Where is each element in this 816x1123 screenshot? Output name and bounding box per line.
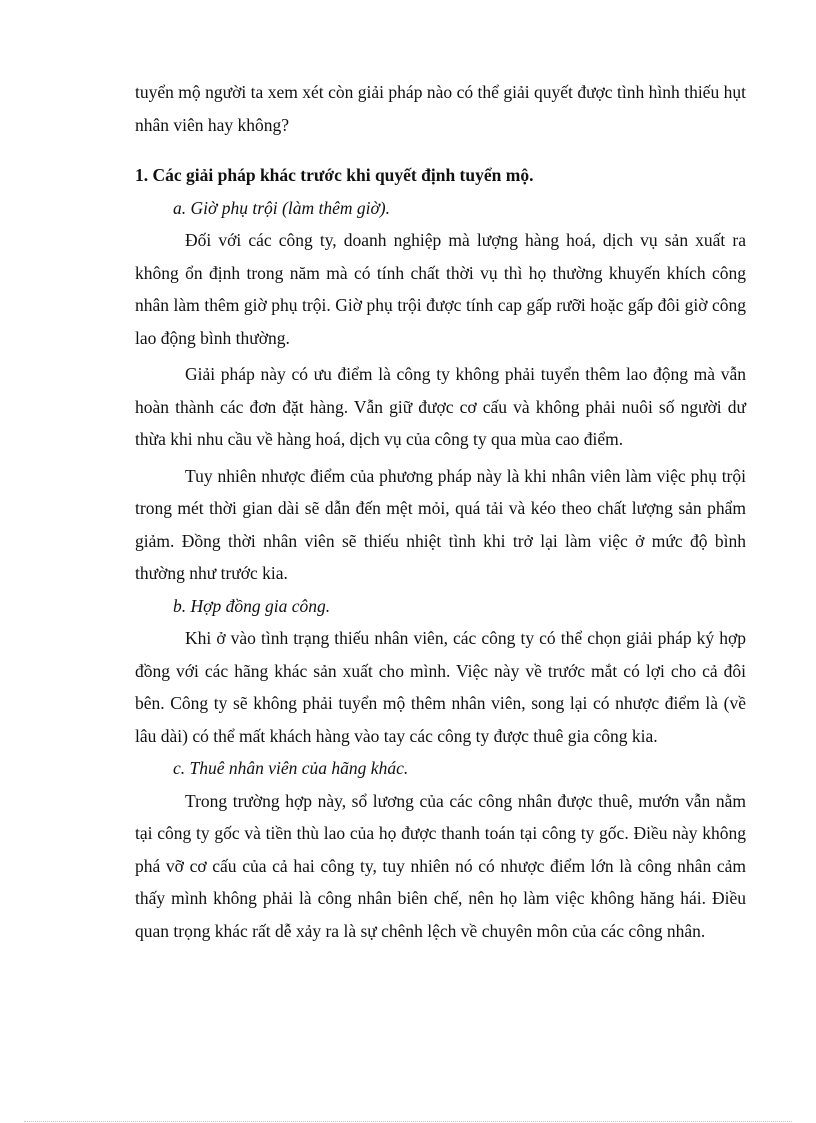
subsection-c-paragraph-1: Trong trường hợp này, sổ lương của các công nhân được thuê, mướn vẫn nằm tại công ty gốc và tiền thù lao của họ được thanh toán tại công ty gốc. Điều này không phá vỡ cơ cấu của cả hai công ty, tuy nhiên nó có nhược điểm lớn là công nhân cảm thấy mình không phải là công nhân biên chế, nên họ làm việc không hăng hái. Điều quan trọng khác rất dễ xảy ra là sự chênh lệch về chuyên môn của các công nhân. <box>135 790 746 941</box>
subsection-b-title: b. Hợp đồng gia công. <box>173 595 331 616</box>
subsection-c-title: c. Thuê nhân viên của hãng khác. <box>173 758 409 778</box>
subsection-a-title: a. Giờ phụ trội (làm thêm giờ). <box>173 197 390 218</box>
page-bottom-rule <box>24 1121 792 1122</box>
document-page <box>135 76 746 947</box>
subsection-b-paragraph-1: Khi ở vào tình trạng thiếu nhân viên, các công ty có thể chọn giải pháp ký hợp đồng với các hãng khác sản xuất cho mình. Việc này về trước mắt có lợi cho cả đôi bên. Công ty sẽ không phải tuyển mộ thêm nhân viên, song lại có nhược điểm là (về lâu dài) có thể mất khách hàng vào tay các công ty được thuê gia công kia. <box>135 628 746 746</box>
subsection-a-paragraph-3: Tuy nhiên nhược điểm của phương pháp này là khi nhân viên làm việc phụ trội trong mét thời gian dài sẽ dẫn đến mệt mỏi, quá tải và kéo theo chất lượng sản phẩm giảm. Đồng thời nhân viên sẽ thiếu nhiệt tình khi trở lại làm việc ở mức độ bình thường như trước kia. <box>135 465 746 583</box>
subsection-a-paragraph-1: Đối với các công ty, doanh nghiệp mà lượng hàng hoá, dịch vụ sản xuất ra không ổn định trong năm mà có tính chất thời vụ thì họ thường khuyến khích công nhân làm thêm giờ phụ trội. Giờ phụ trội được tính cap gấp rưỡi hoặc gấp đôi giờ công lao động bình thường. <box>135 230 746 348</box>
intro-paragraph: tuyển mộ người ta xem xét còn giải pháp nào có thể giải quyết được tình hình thiếu hụt nhân viên hay không? <box>135 82 746 135</box>
section-heading: 1. Các giải pháp khác trước khi quyết định tuyển mộ. <box>135 165 534 185</box>
subsection-a-paragraph-2: Giải pháp này có ưu điểm là công ty không phải tuyển thêm lao động mà vẫn hoàn thành các đơn đặt hàng. Vẫn giữ được cơ cấu và không phải nuôi số người dư thừa khi nhu cầu về hàng hoá, dịch vụ của công ty qua mùa cao điểm. <box>135 364 746 449</box>
